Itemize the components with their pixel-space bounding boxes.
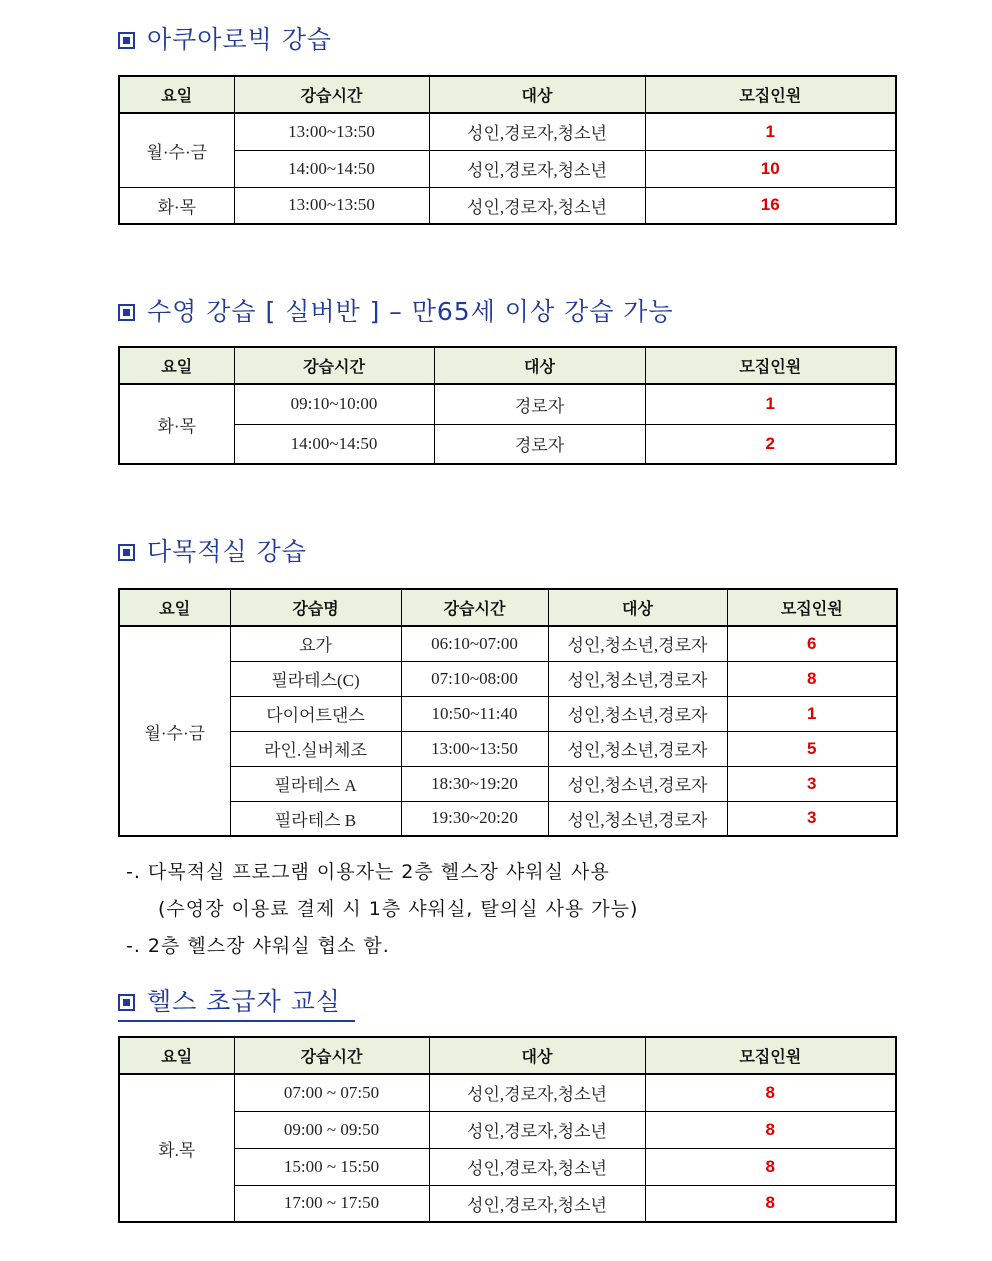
- header-time: 강습시간: [234, 347, 434, 384]
- table-row: [119, 1185, 896, 1222]
- target-cell: 성인,청소년,경로자: [548, 626, 727, 661]
- count-cell: 1: [727, 696, 897, 731]
- gym-beginner-schedule-table: [118, 1036, 897, 1223]
- table-row: [119, 696, 897, 731]
- header-day: 요일: [119, 347, 234, 384]
- table-row: [119, 661, 897, 696]
- count-cell: 8: [645, 1185, 896, 1222]
- section-title: 다목적실 강습: [147, 537, 307, 566]
- table-row: [119, 187, 896, 224]
- class-name-cell: 다이어트댄스: [230, 696, 401, 731]
- note-shower-small: -. 2층 헬스장 샤워실 협소 함.: [126, 935, 390, 957]
- table-row: [119, 424, 896, 464]
- section-heading-multipurpose: [118, 532, 307, 568]
- table-row: [119, 766, 897, 801]
- target-cell: 성인,경로자,청소년: [429, 1185, 645, 1222]
- target-cell: 경로자: [434, 424, 645, 464]
- count-cell: 8: [727, 661, 897, 696]
- header-count: 모집인원: [645, 1037, 896, 1074]
- header-time: 강습시간: [234, 76, 429, 113]
- count-cell: 2: [645, 424, 896, 464]
- header-day: 요일: [119, 1037, 234, 1074]
- target-cell: 성인,경로자,청소년: [429, 1074, 645, 1111]
- multipurpose-schedule-table: [118, 588, 898, 837]
- filled-square-icon: [118, 32, 135, 49]
- target-cell: 성인,경로자,청소년: [429, 1148, 645, 1185]
- time-cell: 15:00 ~ 15:50: [234, 1148, 429, 1185]
- time-cell: 18:30~19:20: [401, 766, 548, 801]
- table-row: [119, 1074, 896, 1111]
- target-cell: 성인,청소년,경로자: [548, 801, 727, 836]
- header-target: 대상: [429, 76, 645, 113]
- table-row: [119, 731, 897, 766]
- time-cell: 14:00~14:50: [234, 424, 434, 464]
- day-cell: 월·수·금: [119, 626, 230, 836]
- time-cell: 07:10~08:00: [401, 661, 548, 696]
- filled-square-icon: [118, 544, 135, 561]
- target-cell: 성인,경로자,청소년: [429, 187, 645, 224]
- time-cell: 19:30~20:20: [401, 801, 548, 836]
- note-pool-shower: (수영장 이용료 결제 시 1층 샤워실, 탈의실 사용 가능): [158, 898, 639, 920]
- count-cell: 3: [727, 801, 897, 836]
- header-count: 모집인원: [727, 589, 897, 626]
- header-day: 요일: [119, 589, 230, 626]
- table-row: [119, 1148, 896, 1185]
- header-target: 대상: [429, 1037, 645, 1074]
- note-shower-usage: -. 다목적실 프로그램 이용자는 2층 헬스장 샤워실 사용: [126, 861, 610, 883]
- class-name-cell: 요가: [230, 626, 401, 661]
- section-title: 아쿠아로빅 강습: [147, 25, 332, 54]
- filled-square-icon: [118, 994, 135, 1011]
- day-cell: 화·목: [119, 384, 234, 464]
- time-cell: 17:00 ~ 17:50: [234, 1185, 429, 1222]
- count-cell: 3: [727, 766, 897, 801]
- count-cell: 16: [645, 187, 896, 224]
- header-target: 대상: [434, 347, 645, 384]
- filled-square-icon: [118, 304, 135, 321]
- header-class-name: 강습명: [230, 589, 401, 626]
- time-cell: 14:00~14:50: [234, 150, 429, 187]
- table-row: [119, 384, 896, 424]
- table-row: [119, 801, 897, 836]
- aqua-schedule-table: [118, 75, 897, 225]
- time-cell: 09:10~10:00: [234, 384, 434, 424]
- count-cell: 8: [645, 1111, 896, 1148]
- count-cell: 10: [645, 150, 896, 187]
- section-heading-gym-beginner: [118, 982, 355, 1022]
- class-name-cell: 라인.실버체조: [230, 731, 401, 766]
- section-title: 수영 강습 [ 실버반 ] – 만65세 이상 강습 가능: [147, 297, 674, 326]
- header-time: 강습시간: [401, 589, 548, 626]
- count-cell: 5: [727, 731, 897, 766]
- target-cell: 경로자: [434, 384, 645, 424]
- target-cell: 성인,청소년,경로자: [548, 661, 727, 696]
- section-title: 헬스 초급자 교실: [147, 987, 341, 1016]
- section-heading-swim-silver: [118, 292, 674, 328]
- count-cell: 6: [727, 626, 897, 661]
- time-cell: 09:00 ~ 09:50: [234, 1111, 429, 1148]
- header-count: 모집인원: [645, 347, 896, 384]
- target-cell: 성인,청소년,경로자: [548, 696, 727, 731]
- count-cell: 8: [645, 1148, 896, 1185]
- target-cell: 성인,경로자,청소년: [429, 1111, 645, 1148]
- class-name-cell: 필라테스 A: [230, 766, 401, 801]
- header-count: 모집인원: [645, 76, 896, 113]
- target-cell: 성인,경로자,청소년: [429, 113, 645, 150]
- count-cell: 8: [645, 1074, 896, 1111]
- time-cell: 13:00~13:50: [234, 113, 429, 150]
- time-cell: 13:00~13:50: [401, 731, 548, 766]
- day-cell: 화.목: [119, 1074, 234, 1222]
- target-cell: 성인,청소년,경로자: [548, 766, 727, 801]
- header-target: 대상: [548, 589, 727, 626]
- time-cell: 13:00~13:50: [234, 187, 429, 224]
- day-cell: 월·수·금: [119, 113, 234, 187]
- table-row: [119, 1111, 896, 1148]
- count-cell: 1: [645, 384, 896, 424]
- section-heading-aqua: [118, 20, 332, 56]
- table-row: [119, 113, 896, 150]
- time-cell: 10:50~11:40: [401, 696, 548, 731]
- target-cell: 성인,경로자,청소년: [429, 150, 645, 187]
- time-cell: 06:10~07:00: [401, 626, 548, 661]
- day-cell: 화·목: [119, 187, 234, 224]
- time-cell: 07:00 ~ 07:50: [234, 1074, 429, 1111]
- target-cell: 성인,청소년,경로자: [548, 731, 727, 766]
- count-cell: 1: [645, 113, 896, 150]
- swim-silver-schedule-table: [118, 346, 897, 465]
- table-row: [119, 626, 897, 661]
- header-day: 요일: [119, 76, 234, 113]
- class-name-cell: 필라테스(C): [230, 661, 401, 696]
- header-time: 강습시간: [234, 1037, 429, 1074]
- table-row: [119, 150, 896, 187]
- class-name-cell: 필라테스 B: [230, 801, 401, 836]
